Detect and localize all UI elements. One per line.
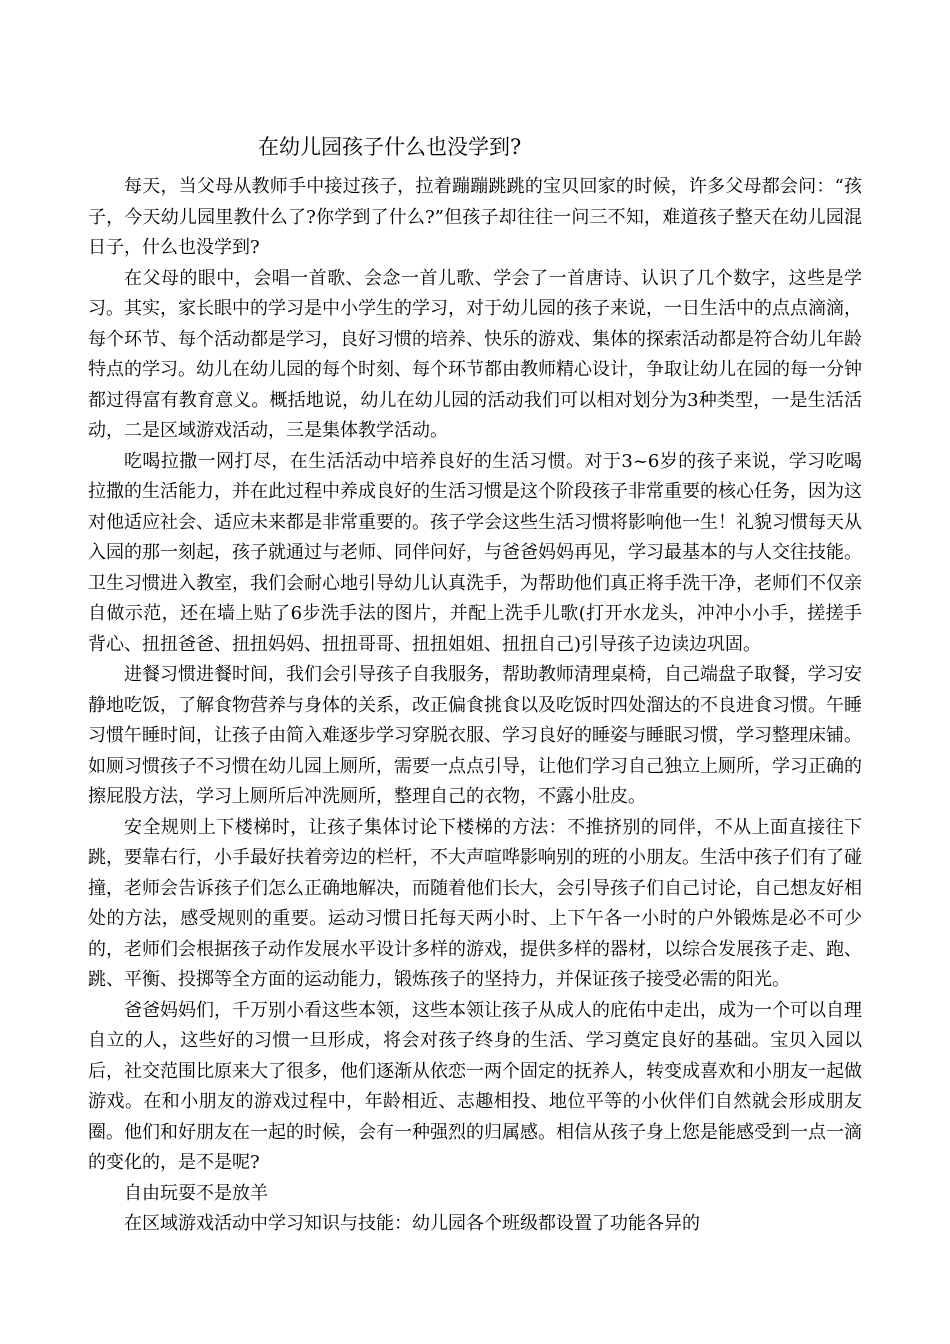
paragraph-safety-exercise: 安全规则上下楼梯时，让孩子集体讨论下楼梯的方法：不推挤别的同伴，不从上面直接往下跳，要靠右行，小手最好扶着旁边的栏杆，不大声喧哗影响别的班的小朋友。生活中孩子们有了碰撞，老师会告诉孩子们怎么正确地解决，而随着他们长大，会引导孩子们自己讨论，自己想友好相处的方法，感受规则的重要。运动习惯日托每天两小时、上下午各一小时的户外锻炼是必不可少的，老师们会根据孩子动作发展水平设计多样的游戏，提供多样的器材，以综合发展孩子走、跑、跳、平衡、投掷等全方面的运动能力，锻炼孩子的坚持力，并保证孩子接受必需的阳光。 (88, 816, 862, 990)
paragraph-learning-types: 在父母的眼中，会唱一首歌、会念一首儿歌、学会了一首唐诗、认识了几个数字，这些是学习。其实，家长眼中的学习是中小学生的学习，对于幼儿园的孩子来说，一日生活中的点点滴滴，每个环节、每个活动都是学习，良好习惯的培养、快乐的游戏、集体的探索活动都是符合幼儿年龄特点的学习。幼儿在幼儿园的每个时刻、每个环节都由教师精心设计，争取让幼儿在园的每一分钟都过得富有教育意义。概括地说，幼儿在幼儿园的活动我们可以相对划分为3种类型，一是生活活动，二是区域游戏活动，三是集体教学活动。 (88, 267, 862, 441)
paragraph-eating-sleeping: 进餐习惯进餐时间，我们会引导孩子自我服务，帮助教师清理桌椅，自己端盘子取餐，学习安静地吃饭，了解食物营养与身体的关系，改正偏食挑食以及吃饭时四处溜达的不良进食习惯。午睡习惯午睡时间，让孩子由简入难逐步学习穿脱衣服、学习良好的睡姿与睡眠习惯，学习整理床铺。如厕习惯孩子不习惯在幼儿园上厕所，需要一点点引导，让他们学习自己独立上厕所，学习正确的擦屁股方法，学习上厕所后冲洗厕所，整理自己的衣物，不露小肚皮。 (88, 664, 862, 807)
paragraph-life-habits: 吃喝拉撒一网打尽，在生活活动中培养良好的生活习惯。对于3~6岁的孩子来说，学习吃喝拉撒的生活能力，并在此过程中养成良好的生活习惯是这个阶段孩子非常重要的核心任务，因为这对他适应社会、适应未来都是非常重要的。孩子学会这些生活习惯将影响他一生！礼貌习惯每天从入园的那一刻起，孩子就通过与老师、同伴问好，与爸爸妈妈再见，学习最基本的与人交往技能。卫生习惯进入教室，我们会耐心地引导幼儿认真洗手，为帮助他们真正将手洗干净，老师们不仅亲自做示范，还在墙上贴了6步洗手法的图片，并配上洗手儿歌(打开水龙头，冲冲小小手，搓搓手背心、扭扭爸爸、扭扭妈妈、扭扭哥哥、扭扭姐姐、扭扭自己)引导孩子边读边巩固。 (88, 450, 862, 655)
paragraph-section-heading: 自由玩耍不是放羊 (124, 1182, 268, 1204)
document-page (88, 0, 862, 1344)
document-title: 在幼儿园孩子什么也没学到? (258, 135, 522, 159)
paragraph-area-games: 在区域游戏活动中学习知识与技能：幼儿园各个班级都设置了功能各异的 (124, 1213, 700, 1234)
document-body (88, 172, 862, 1240)
paragraph-parents-note: 爸爸妈妈们，千万别小看这些本领，这些本领让孩子从成人的庇佑中走出，成为一个可以自理自立的人，这些好的习惯一旦形成，将会对孩子终身的生活、学习奠定良好的基础。宝贝入园以后，社交范围比原来大了很多，他们逐渐从依恋一两个固定的抚养人，转变成喜欢和小朋友一起做游戏。在和小朋友的游戏过程中，年龄相近、志趣相投、地位平等的小伙伴们自然就会形成朋友圈。他们和好朋友在一起的时候，会有一种强烈的归属感。相信从孩子身上您是能感受到一点一滴的变化的，是不是呢? (88, 999, 862, 1173)
paragraph-intro: 每天，当父母从教师手中接过孩子，拉着蹦蹦跳跳的宝贝回家的时候，许多父母都会问：“孩子，今天幼儿园里教什么了?你学到了什么?”但孩子却往往一问三不知，难道孩子整天在幼儿园混日子，什么也没学到? (88, 176, 862, 258)
